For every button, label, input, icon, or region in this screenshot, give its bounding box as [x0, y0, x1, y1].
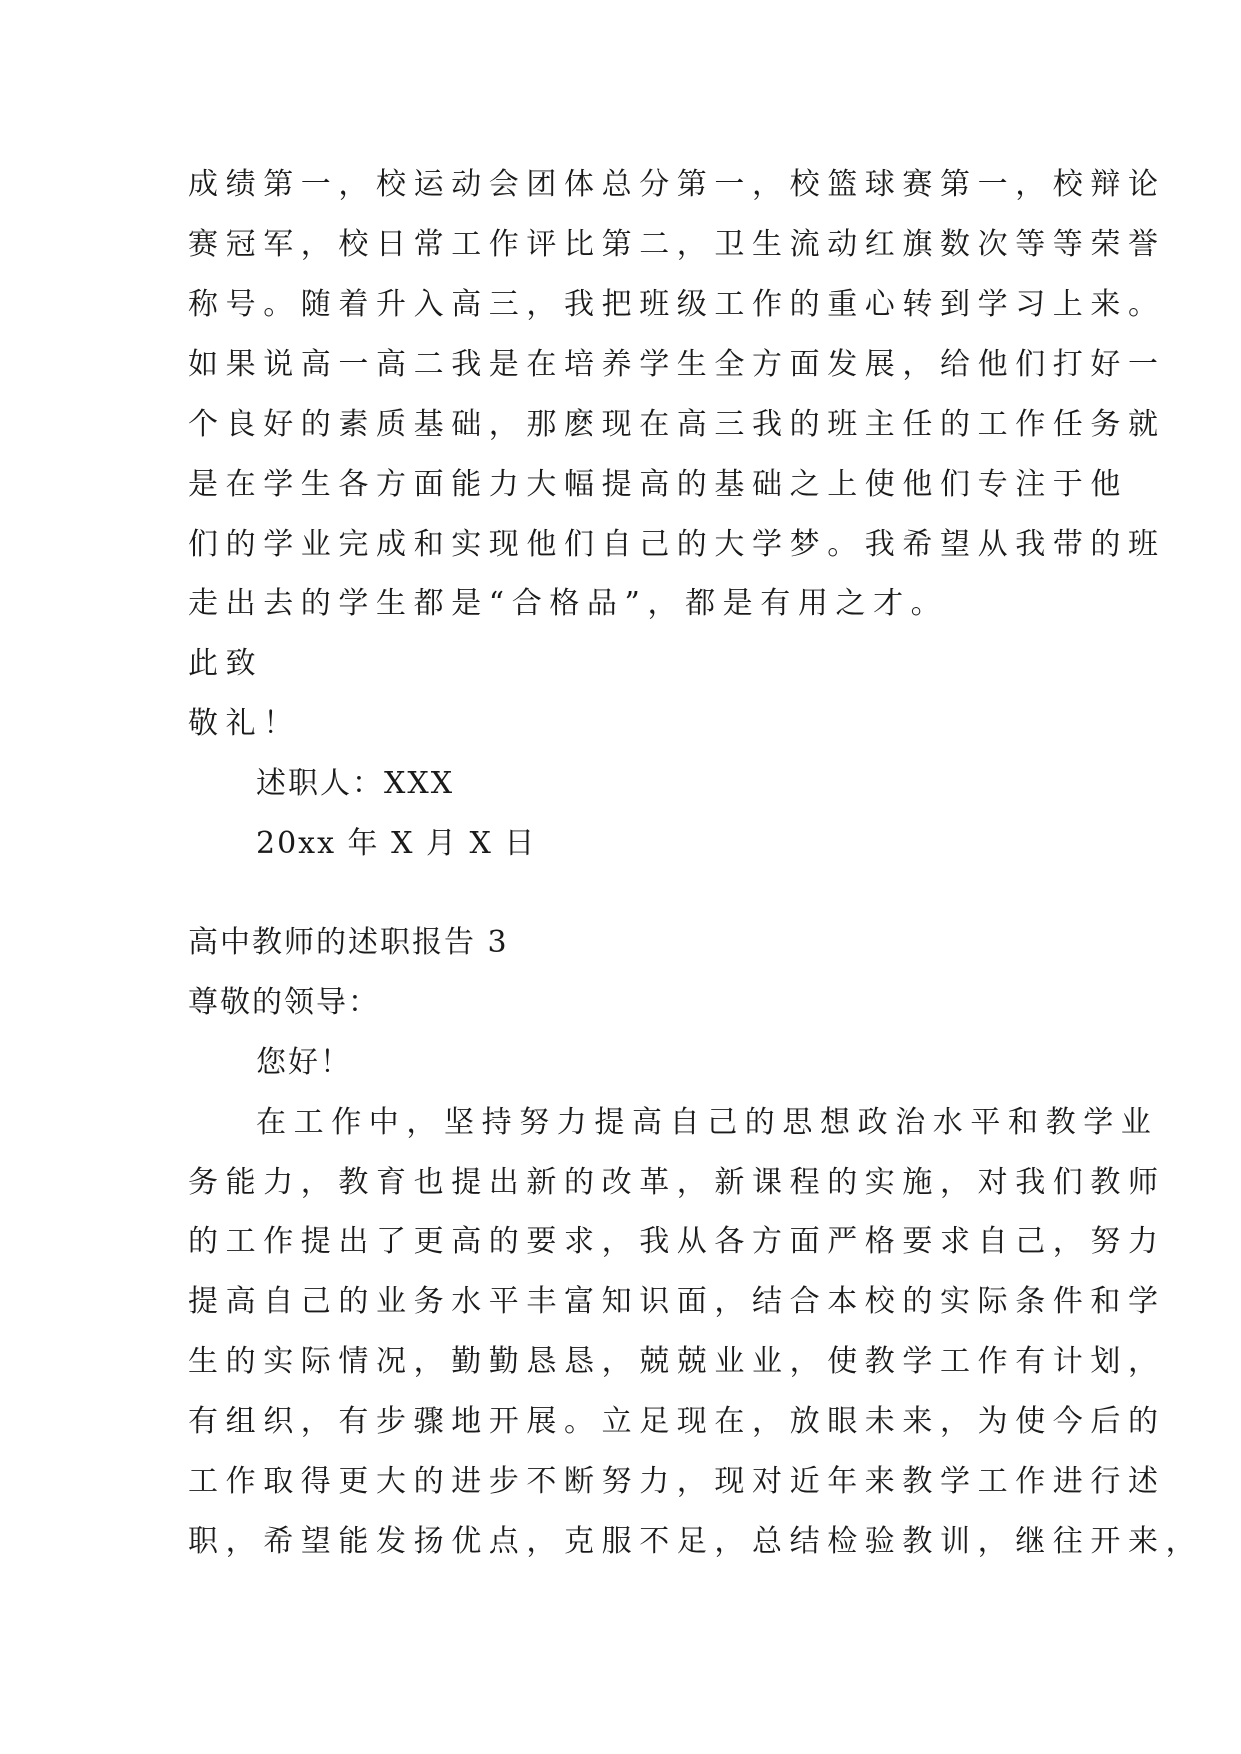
paragraph-line: 走出去的学生都是“合格品”，都是有用之才。 [188, 586, 949, 621]
paragraph-line: 提高自己的业务水平丰富知识面，结合本校的实际条件和学 [188, 1284, 1166, 1319]
paragraph-line: 的工作提出了更高的要求，我从各方面严格要求自己，努力 [188, 1224, 1166, 1259]
paragraph-line: 们的学业完成和实现他们自己的大学梦。我希望从我带的班 [188, 527, 1166, 562]
paragraph-line: 是在学生各方面能力大幅提高的基础之上使他们专注于他 [188, 467, 1128, 502]
greeting-line: 尊敬的领导： [188, 985, 380, 1020]
salute-text: 敬礼！ [188, 706, 301, 741]
paragraph-line: 赛冠军，校日常工作评比第二，卫生流动红旗数次等等荣誉 [188, 227, 1166, 262]
signer-line: 述职人：XXX [256, 766, 455, 801]
paragraph-line: 如果说高一高二我是在培养学生全方面发展，给他们打好一 [188, 347, 1166, 382]
hello-line: 您好！ [256, 1045, 352, 1080]
paragraph-line: 个良好的素质基础，那麽现在高三我的班主任的工作任务就 [188, 407, 1166, 442]
date-line: 20xx 年 X 月 X 日 [256, 826, 537, 861]
paragraph-line: 工作取得更大的进步不断努力，现对近年来教学工作进行述 [188, 1464, 1166, 1499]
paragraph-line: 在工作中，坚持努力提高自己的思想政治水平和教学业 [256, 1105, 1159, 1140]
paragraph-line: 有组织，有步骤地开展。立足现在，放眼未来，为使今后的 [188, 1404, 1166, 1439]
paragraph-line: 成绩第一，校运动会团体总分第一，校篮球赛第一，校辩论 [188, 167, 1166, 202]
paragraph-line: 务能力，教育也提出新的改革，新课程的实施，对我们教师 [188, 1165, 1166, 1200]
paragraph-line: 职，希望能发扬优点，克服不足，总结检验教训，继往开来， [188, 1524, 1204, 1559]
closing-text: 此致 [188, 646, 264, 681]
section-title: 高中教师的述职报告 3 [188, 925, 509, 960]
paragraph-line: 生的实际情况，勤勤恳恳，兢兢业业，使教学工作有计划， [188, 1344, 1166, 1379]
paragraph-line: 称号。随着升入高三，我把班级工作的重心转到学习上来。 [188, 287, 1166, 322]
